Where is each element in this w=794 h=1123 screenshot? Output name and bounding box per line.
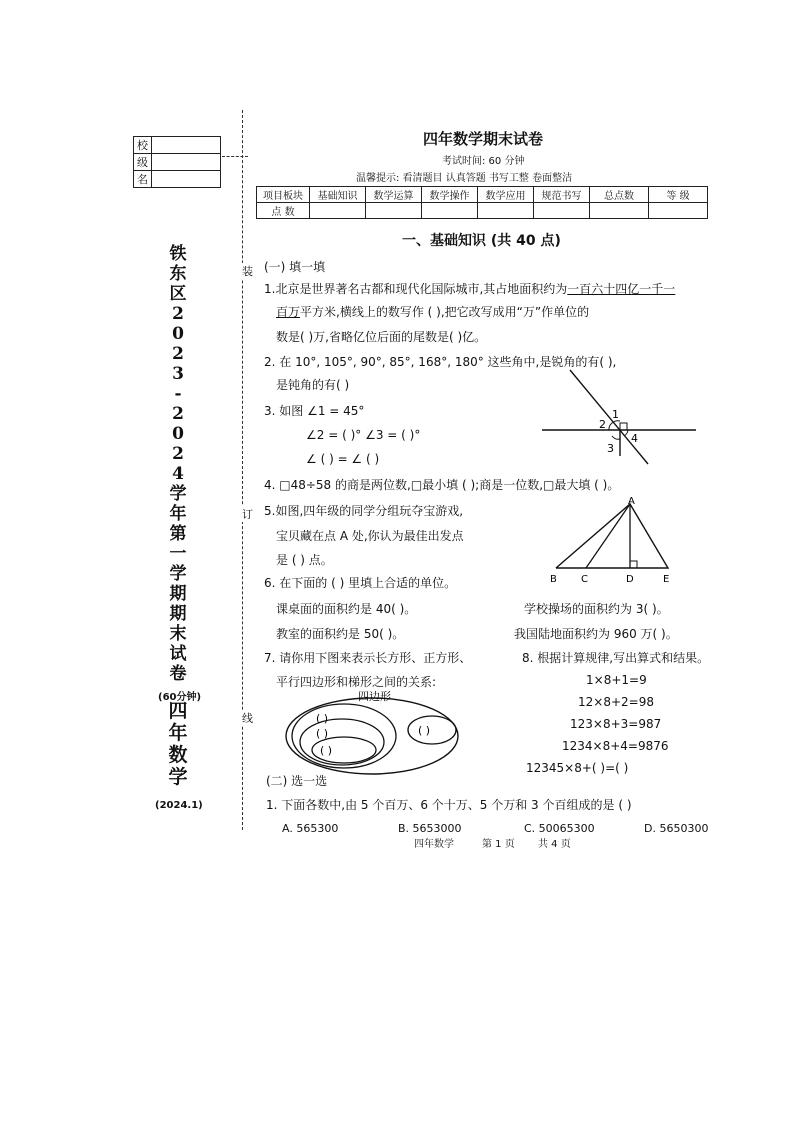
triangle-outline [556, 504, 668, 568]
footer-page: 第 1 页 [482, 839, 515, 850]
right-ellipse [408, 716, 456, 744]
vertical-title-char: 0 [172, 424, 184, 444]
question-5-line3: 是 ( ) 点。 [276, 553, 333, 567]
q1-text-2: 平方米,横线上的数写作 ( ),把它改写成用“万”作单位的 [300, 305, 590, 319]
blank-parentheses: ( ) [320, 744, 333, 757]
blank-parentheses: ( ) [418, 724, 431, 737]
angle-arc [624, 430, 628, 436]
vertical-title-char: 学 [169, 564, 187, 584]
angle-label-2: 2 [599, 418, 606, 431]
blank-parentheses: ( ) [316, 727, 329, 740]
exam-time: 考试时间: 60 分钟 [442, 156, 525, 167]
part1-heading: (一) 填一填 [264, 260, 326, 274]
score-row-label: 点 数 [257, 203, 310, 219]
right-angle-mark [620, 423, 627, 430]
triangle-figure [546, 496, 682, 586]
score-header: 基础知识 [310, 187, 366, 203]
q8-line: 1234×8+4=9876 [562, 739, 669, 753]
left-ellipse [292, 704, 396, 768]
point-label-a: A [628, 496, 635, 507]
blank-parentheses: ( ) [316, 712, 329, 725]
score-cell[interactable] [534, 203, 590, 219]
point-label-c: C [581, 574, 588, 585]
vertical-title-char: 第 [169, 524, 187, 544]
question-3-line2: ∠2 = ( )° ∠3 = ( )° [306, 428, 421, 442]
class-label: 级 [134, 154, 152, 171]
q8-line: 123×8+3=987 [570, 717, 662, 731]
question-6-item3: 教室的面积约是 50( )。 [276, 627, 405, 641]
question-6-item2: 学校操场的面积约为 3( )。 [524, 602, 669, 616]
question-5-line2: 宝贝藏在点 A 处,你认为最佳出发点 [276, 529, 464, 543]
vertical-subject-char: 数 [168, 744, 188, 766]
vertical-title-char: 3 [172, 364, 184, 384]
middle-ellipse [300, 719, 384, 765]
vertical-exam-title [166, 244, 190, 684]
score-cell[interactable] [366, 203, 422, 219]
question-7: 7. 请你用下图来表示长方形、正方形、 [264, 651, 472, 665]
binding-mark-ding: 订 [242, 508, 253, 521]
vertical-title-char: 0 [172, 324, 184, 344]
vertical-title-char: 铁 [169, 244, 187, 264]
vertical-title-char: 末 [169, 624, 187, 644]
option-b[interactable]: B. 5653000 [398, 822, 462, 835]
binding-mark-zhuang: 装 [242, 265, 253, 278]
angle-label-3: 3 [607, 442, 614, 455]
score-header: 数学操作 [422, 187, 478, 203]
q8-line: 1×8+1=9 [586, 673, 647, 687]
vertical-title-char: 东 [169, 264, 187, 284]
q1-underlined-2: 百万 [276, 305, 301, 319]
vertical-title-char: 2 [172, 304, 184, 324]
point-label-e: E [663, 574, 670, 585]
exam-date: (2024.1) [155, 800, 203, 811]
school-field[interactable] [152, 137, 221, 154]
question-6-item4: 我国陆地面积约为 960 万( )。 [514, 627, 678, 641]
vertical-title-char: 2 [172, 404, 184, 424]
vertical-subject-char: 年 [168, 722, 188, 744]
point-label-d: D [626, 574, 634, 585]
short-dash [222, 156, 248, 157]
score-cell[interactable] [478, 203, 534, 219]
vertical-title-char: 学 [169, 484, 187, 504]
score-header: 规范书写 [534, 187, 590, 203]
question-2: 2. 在 10°, 105°, 90°, 85°, 168°, 180° 这些角中,是锐角的有( ), [264, 355, 617, 369]
venn-label-quadrilateral: 四边形 [358, 690, 391, 703]
score-cell[interactable] [310, 203, 366, 219]
section1-title: 一、基础知识 (共 40 点) [402, 233, 561, 249]
question-3-line3: ∠ ( ) = ∠ ( ) [306, 452, 380, 466]
score-header: 数学应用 [478, 187, 534, 203]
score-table [256, 186, 708, 219]
question-6: 6. 在下面的 ( ) 里填上合适的单位。 [264, 576, 457, 590]
quadrilateral-venn-diagram [282, 684, 472, 778]
question-6-item1: 课桌面的面积约是 40( )。 [276, 602, 417, 616]
question-8: 8. 根据计算规律,写出算式和结果。 [522, 651, 710, 665]
angle-label-1: 1 [612, 408, 619, 421]
angle-arc [609, 423, 612, 430]
vertical-subject-char: 学 [168, 766, 188, 788]
angle-figure [536, 366, 700, 468]
score-header: 数学运算 [366, 187, 422, 203]
footer-subject: 四年数学 [414, 839, 454, 850]
vertical-title-char: 区 [169, 284, 187, 304]
duration-note: (60分钟) [158, 692, 202, 703]
part2-heading: (二) 选一选 [266, 774, 328, 788]
question-2-line2: 是钝角的有( ) [276, 378, 350, 392]
score-cell[interactable] [422, 203, 478, 219]
q1-underlined: 一百六十四亿一千一 [567, 282, 676, 296]
name-field[interactable] [152, 171, 221, 188]
score-header: 等 级 [649, 187, 708, 203]
score-header: 项目板块 [257, 187, 310, 203]
question-3: 3. 如图 ∠1 = 45° [264, 404, 365, 418]
question-5: 5.如图,四年级的同学分组玩夺宝游戏, [264, 504, 464, 518]
vertical-subject [166, 700, 190, 788]
vertical-title-char: 4 [172, 464, 184, 484]
class-field[interactable] [152, 154, 221, 171]
binding-mark-xian: 线 [242, 712, 253, 725]
vertical-title-char: 试 [169, 644, 187, 664]
vertical-title-char: 一 [169, 544, 187, 564]
question-1 [264, 280, 675, 297]
option-d[interactable]: D. 5650300 [644, 822, 709, 835]
question-4: 4. □48÷58 的商是两位数,□最小填 ( );商是一位数,□最大填 ( )。 [264, 478, 620, 492]
q1-text: 1.北京是世界著名古都和现代化国际城市,其占地面积约为 [264, 282, 568, 296]
school-label: 校 [134, 137, 152, 154]
tip-text: 温馨提示: 看清题目 认真答题 书写工整 卷面整洁 [356, 173, 573, 184]
q8-line: 12345×8+( )=( ) [526, 761, 629, 775]
footer-total: 共 4 页 [538, 839, 571, 850]
score-cell[interactable] [590, 203, 649, 219]
q8-line: 12×8+2=98 [578, 695, 654, 709]
vertical-title-char: 年 [169, 504, 187, 524]
vertical-title-char: 2 [172, 444, 184, 464]
exam-title: 四年数学期末试卷 [423, 130, 544, 148]
angle-label-4: 4 [631, 432, 638, 445]
student-info-box [133, 136, 221, 188]
name-label: 名 [134, 171, 152, 188]
vertical-title-char: 卷 [169, 664, 187, 684]
vertical-title-char: 2 [172, 344, 184, 364]
choice-question-1: 1. 下面各数中,由 5 个百万、6 个十万、5 个万和 3 个百组成的是 ( ) [266, 798, 632, 812]
option-a[interactable]: A. 565300 [282, 822, 339, 835]
point-label-b: B [550, 574, 557, 585]
vertical-title-char: - [174, 384, 182, 404]
score-header: 总点数 [590, 187, 649, 203]
vertical-title-char: 期 [169, 584, 187, 604]
option-c[interactable]: C. 50065300 [524, 822, 595, 835]
vertical-subject-char: 四 [168, 700, 188, 722]
question-7-line2: 平行四边形和梯形之间的关系: [276, 675, 437, 689]
vertical-title-char: 期 [169, 604, 187, 624]
score-cell[interactable] [649, 203, 708, 219]
question-1-line3: 数是( )万,省略亿位后面的尾数是( )亿。 [276, 330, 487, 344]
angle-arc [612, 436, 620, 439]
right-angle-mark [630, 561, 637, 568]
question-1-line2 [276, 303, 589, 320]
